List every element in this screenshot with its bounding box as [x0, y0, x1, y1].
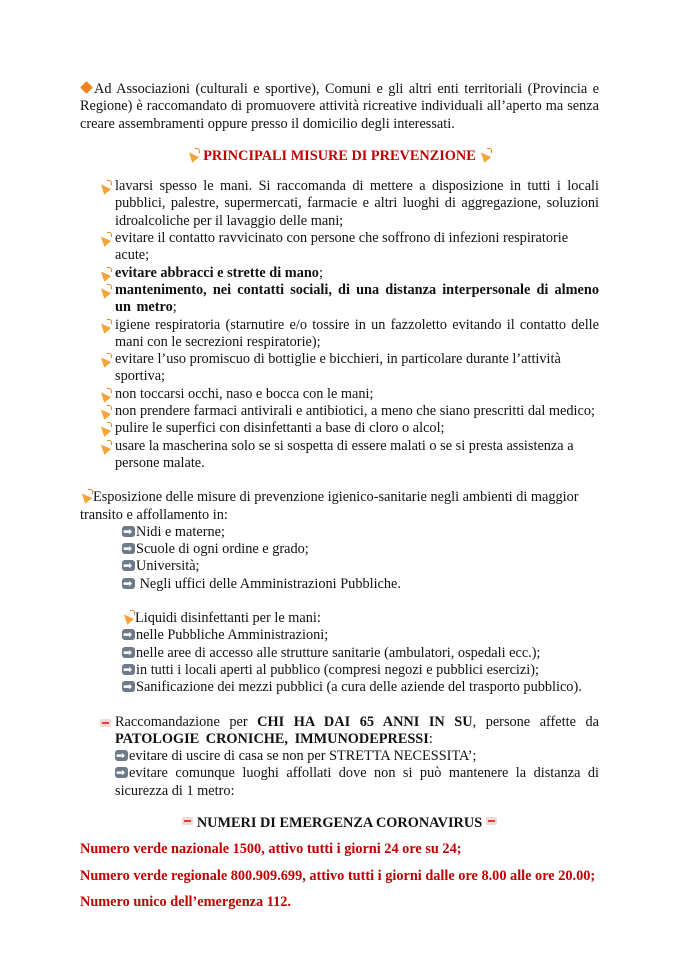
arrow-right-icon	[122, 543, 135, 554]
list-item	[122, 627, 599, 644]
list-item	[122, 662, 599, 679]
sos-icon	[182, 817, 193, 825]
list-item	[80, 230, 599, 265]
rec-bold-conditions: PATOLOGIE CRONICHE, IMMUNODEPRESSI	[115, 730, 429, 747]
list-item-text: evitare il contatto ravvicinato con persone che soffrono di infezioni respiratorie acute;	[115, 230, 569, 264]
list-item-text: Università;	[136, 558, 200, 575]
list-item-text: igiene respiratoria (starnutire e/o tossire in un fazzoletto evitando il contatto delle mani con le secrezioni respiratorie);	[115, 316, 599, 350]
arrow-right-icon	[115, 767, 128, 778]
emergency-title	[80, 815, 599, 832]
arrow-right-icon	[122, 578, 135, 589]
list-item	[122, 576, 599, 593]
list-item-text: non prendere farmaci antivirali e antibiotici, a meno che siano prescritti dal medico;	[115, 403, 595, 420]
list-item-text: lavarsi spesso le mani. Si raccomanda di mettere a disposizione in tutti i locali pubblici, palestre, supermercati, farmacie e altri luoghi di aggregazione, soluzioni idroalcoliche per il lavaggio delle mani;	[115, 178, 599, 229]
list-item	[122, 645, 599, 662]
emergency-title-text: NUMERI DI EMERGENZA CORONAVIRUS	[196, 814, 483, 831]
arrow-right-icon	[122, 560, 135, 571]
arrow-right-icon	[122, 664, 135, 675]
list-item-text: nelle aree di accesso alle strutture sanitarie (ambulatori, ospedali ecc.);	[136, 644, 541, 661]
liquids-title-text: Liquidi disinfettanti per le mani:	[135, 610, 321, 627]
sos-icon	[486, 817, 497, 825]
rec-bold-age: CHI HA DAI 65 ANNI IN SU	[257, 713, 473, 730]
list-item-text: Nidi e materne;	[136, 523, 225, 540]
party-popper-icon	[99, 422, 112, 435]
list-item-text: nelle Pubbliche Amministrazioni;	[136, 627, 329, 644]
list-item	[80, 317, 599, 352]
emergency-number-112: Numero unico dell’emergenza 112.	[80, 893, 291, 910]
list-item-text: non toccarsi occhi, naso e bocca con le mani;	[115, 385, 374, 402]
orange-diamond-icon	[80, 81, 93, 94]
party-popper-icon	[99, 440, 112, 453]
party-popper-icon	[99, 180, 112, 193]
recommendation-text	[115, 714, 599, 749]
section-title-prevention	[80, 148, 599, 165]
list-item-bold: evitare abbracci e strette di mano	[115, 264, 319, 281]
arrow-right-icon	[115, 750, 128, 761]
list-item	[115, 765, 599, 800]
arrow-right-icon	[122, 526, 135, 537]
list-item	[80, 403, 599, 420]
sos-icon	[100, 719, 111, 727]
party-popper-icon	[99, 232, 112, 245]
list-item-text: evitare l’uso promiscuo di bottiglie e bicchieri, in particolare durante l’attività sportiva;	[115, 351, 561, 385]
party-popper-icon	[80, 489, 93, 502]
liquids-section	[80, 610, 599, 696]
party-popper-icon	[99, 284, 112, 297]
list-item	[80, 178, 599, 230]
rec-pre: Raccomandazione per	[115, 713, 258, 730]
list-item	[115, 748, 599, 765]
list-item-text: usare la mascherina solo se si sospetta di essere malati o se si presta assistenza a persone malate.	[115, 437, 574, 471]
party-popper-icon	[99, 353, 112, 366]
list-item-text: evitare comunque luoghi affollati dove non si può mantenere la distanza di sicurezza di 1 metro:	[115, 765, 599, 799]
list-item	[122, 679, 599, 696]
list-item-text: ;	[318, 264, 323, 281]
arrow-right-icon	[122, 681, 135, 692]
list-item	[80, 420, 599, 437]
list-item	[80, 386, 599, 403]
list-item-text: Scuole di ogni ordine e grado;	[136, 541, 309, 558]
list-item	[122, 558, 599, 575]
exposure-paragraph	[80, 489, 599, 524]
exposure-text: Esposizione delle misure di prevenzione igienico-sanitarie negli ambienti di maggior transito e affollamento in:	[80, 489, 579, 523]
list-item	[80, 438, 599, 473]
party-popper-icon	[187, 148, 200, 161]
list-item-text: ;	[172, 299, 177, 316]
party-popper-icon	[99, 267, 112, 280]
arrow-right-icon	[122, 647, 135, 658]
recommendation-section	[80, 714, 599, 800]
list-item	[80, 282, 599, 317]
intro-text: Ad Associazioni (culturali e sportive), Comuni e gli altri enti territoriali (Provincia e Regione) è raccomandato di promuovere attività ricreative individuali all’aperto ma senza creare assembramenti oppure presso il domicilio degli interessati.	[80, 81, 599, 132]
emergency-number-national: Numero verde nazionale 1500, attivo tutti i giorni 24 ore su 24;	[80, 841, 462, 858]
emergency-number-regional: Numero verde regionale 800.909.699, attivo tutti i giorni dalle ore 8.00 alle ore 20.00;	[80, 867, 596, 884]
party-popper-icon	[99, 388, 112, 401]
list-item-bold: mantenimento, nei contatti sociali, di una distanza interpersonale di almeno un metro	[115, 281, 599, 316]
document-page	[80, 81, 599, 911]
list-item-text: in tutti i locali aperti al pubblico (compresi negozi e pubblici esercizi);	[136, 661, 539, 678]
party-popper-icon	[479, 148, 492, 161]
exposure-list	[80, 524, 599, 593]
list-item	[122, 541, 599, 558]
party-popper-icon	[122, 610, 135, 623]
prevention-list	[80, 178, 599, 472]
list-item-text: evitare di uscire di casa se non per STRETTA NECESSITA’;	[129, 748, 477, 765]
rec-mid: , persone affette da	[472, 713, 599, 730]
list-item-text: Negli uffici delle Amministrazioni Pubbliche.	[136, 575, 401, 592]
rec-post: :	[428, 730, 433, 747]
party-popper-icon	[99, 405, 112, 418]
intro-paragraph	[80, 81, 599, 133]
party-popper-icon	[99, 319, 112, 332]
arrow-right-icon	[122, 629, 135, 640]
list-item-text: Sanificazione dei mezzi pubblici (a cura delle aziende del trasporto pubblico).	[136, 679, 582, 696]
section-title-text: PRINCIPALI MISURE DI PREVENZIONE	[203, 147, 476, 164]
list-item-text: pulire le superfici con disinfettanti a base di cloro o alcol;	[115, 420, 445, 437]
list-item	[80, 351, 599, 386]
list-item	[122, 524, 599, 541]
list-item	[80, 265, 599, 282]
liquids-title	[122, 610, 599, 627]
